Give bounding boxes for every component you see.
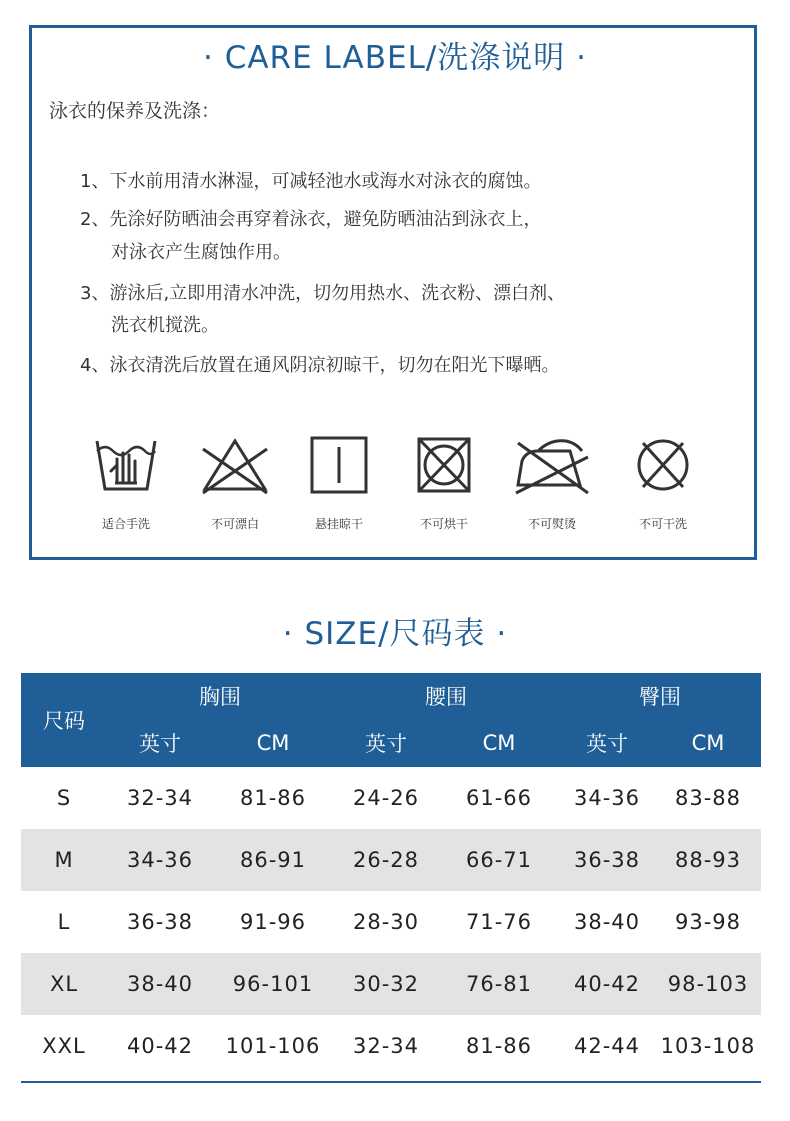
care-instruction-1: 1、下水前用清水淋湿，可减轻池水或海水对泳衣的腐蚀。 [80,171,542,192]
no-dry-clean-label: 不可干洗 [638,517,687,531]
bottom-divider [21,1081,761,1083]
table-cell: 86-91 [213,829,333,891]
no-dry-clean-icon [633,435,693,495]
header-unit: 英寸 [333,719,439,767]
header-size: 尺码 [21,673,107,767]
care-icon-item [389,435,499,532]
table-row [21,829,761,891]
care-icon-item [180,435,290,532]
table-cell: 81-86 [239,786,307,810]
care-icons-row [0,405,790,531]
table-cell: M [21,829,107,891]
hang-dry-label: 悬挂晾干 [314,517,363,531]
care-instruction-4: 4、泳衣清洗后放置在通风阴凉初晾干，切勿在阳光下曝晒。 [80,355,560,376]
no-iron-label: 不可熨烫 [527,517,576,531]
table-cell: 103-108 [660,1034,756,1058]
table-cell: 71-76 [465,910,533,934]
table-cell: 96-101 [213,953,333,1015]
size-chart-title: · SIZE/尺码表 · [282,616,508,652]
table-row [21,1015,761,1077]
table-cell: S [56,786,72,810]
table-cell: XXL [42,1034,86,1058]
table-cell: 76-81 [439,953,559,1015]
care-icon-item [284,435,394,532]
hand-wash-label: 适合手洗 [101,517,150,531]
care-instruction-3: 3、游泳后,立即用清水冲洗，切勿用热水、洗衣粉、漂白剂、 [80,283,566,304]
header-unit: 英寸 [559,719,655,767]
table-cell: 28-30 [352,910,420,934]
table-cell: 42-44 [573,1034,641,1058]
header-unit: CM [213,719,333,767]
table-cell: 83-88 [674,786,742,810]
table-cell: L [57,910,71,934]
header-hip: 臀围 [559,673,761,719]
table-subheader-row [21,719,761,767]
table-cell: 91-96 [239,910,307,934]
table-cell: 40-42 [559,953,655,1015]
table-cell: 36-38 [126,910,194,934]
no-tumble-dry-icon [416,435,472,495]
care-heading: 泳衣的保养及洗涤： [49,100,221,122]
no-bleach-icon [199,435,271,495]
header-unit: 英寸 [107,719,213,767]
table-cell: 38-40 [107,953,213,1015]
size-table [21,673,761,1077]
header-bust: 胸围 [107,673,333,719]
table-cell: XL [21,953,107,1015]
table-header-row [21,673,761,719]
table-cell: 38-40 [573,910,641,934]
table-cell: 88-93 [655,829,761,891]
no-bleach-label: 不可漂白 [210,517,259,531]
care-icon-item [71,435,181,532]
table-cell: 36-38 [559,829,655,891]
table-cell: 32-34 [352,1034,420,1058]
care-instruction-2-cont: 对泳衣产生腐蚀作用。 [111,242,291,263]
table-cell: 40-42 [126,1034,194,1058]
care-icon-item [497,435,607,532]
care-instruction-3-cont: 洗衣机搅洗。 [111,315,219,336]
table-row [21,891,761,953]
care-instruction-2: 2、先涂好防晒油会再穿着泳衣，避免防晒油沾到泳衣上， [80,209,542,230]
table-row [21,767,761,829]
table-cell: 34-36 [107,829,213,891]
table-cell: 32-34 [126,786,194,810]
header-unit: CM [439,719,559,767]
table-cell: 93-98 [674,910,742,934]
no-iron-icon [514,435,590,495]
table-row [21,953,761,1015]
table-cell: 66-71 [439,829,559,891]
table-cell: 26-28 [333,829,439,891]
table-cell: 81-86 [465,1034,533,1058]
header-waist: 腰围 [333,673,559,719]
care-icon-item [608,435,718,532]
no-tumble-dry-label: 不可烘干 [419,517,468,531]
hand-wash-icon [93,435,159,495]
table-cell: 34-36 [573,786,641,810]
table-cell: 61-66 [465,786,533,810]
table-cell: 101-106 [225,1034,321,1058]
table-cell: 98-103 [655,953,761,1015]
header-unit: CM [655,719,761,767]
table-cell: 30-32 [333,953,439,1015]
table-cell: 24-26 [352,786,420,810]
care-label-title: · CARE LABEL/洗涤说明 · [202,40,587,76]
hang-dry-icon [309,435,369,495]
